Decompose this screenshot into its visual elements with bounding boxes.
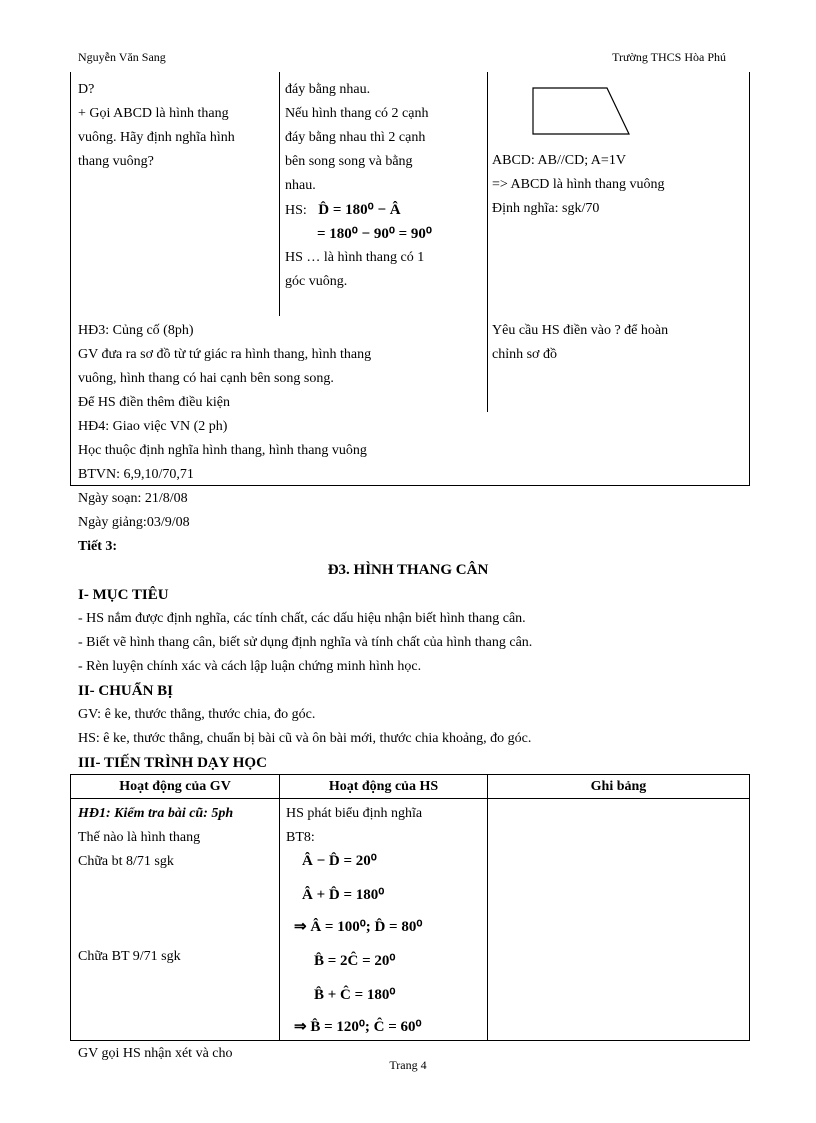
text-line: Định nghĩa: sgk/70 [492, 201, 600, 216]
page-title: Đ3. HÌNH THANG CÂN [327, 562, 489, 578]
gv-line: Chữa bt 8/71 sgk [78, 854, 174, 869]
text-line: + Gọi ABCD là hình thang [78, 106, 229, 121]
top-col3 [492, 149, 747, 221]
text-line: thang vuông? [78, 154, 154, 169]
text-line: Nếu hình thang có 2 cạnh [285, 106, 429, 121]
text-line: HĐ4: Giao việc VN (2 ph) [78, 419, 228, 434]
text-line: vuông, hình thang có hai cạnh bên song song. [78, 371, 334, 386]
text-line: GV đưa ra sơ đồ từ tứ giác ra hình thang, hình thang [78, 347, 372, 362]
text-line: bên song song và bằng [285, 154, 413, 169]
math-d-angle: D̂ = 180⁰ − Â [318, 202, 401, 218]
top-col2 [285, 78, 479, 294]
text-line: góc vuông. [285, 274, 348, 289]
section-1-title: I- MỤC TIÊU [78, 587, 169, 603]
math-line: B̂ + Ĉ = 180⁰ [314, 987, 396, 1003]
section-2-title: II- CHUẨN BỊ [78, 683, 174, 699]
board-cell [488, 799, 750, 1041]
math-line: ⇒ Â = 100⁰; D̂ = 80⁰ [294, 919, 423, 935]
top-table-divider-1 [279, 72, 280, 316]
text-line: vuông. Hãy định nghĩa hình [78, 130, 235, 145]
header-gv: Hoạt động của GV [71, 775, 280, 799]
sections [78, 583, 758, 775]
text-line: => ABCD là hình thang vuông [492, 177, 665, 192]
section-3-title: III- TIẾN TRÌNH DẠY HỌC [78, 755, 267, 771]
text-line: Yêu cầu HS điền vào ? để hoàn [492, 323, 669, 338]
top-col1 [78, 78, 274, 174]
math-line: Â − D̂ = 20⁰ [302, 853, 377, 869]
author-name: Nguyễn Văn Sang [78, 50, 166, 64]
text-line: D? [78, 82, 95, 97]
text-line: Học thuộc định nghĩa hình thang, hình thang vuông [78, 443, 367, 458]
lesson-number: Tiết 3: [78, 539, 118, 554]
text-line: đáy bằng nhau thì 2 cạnh [285, 130, 426, 145]
objective-item: - Biết vẽ hình thang cân, biết sử dụng định nghĩa và tính chất của hình thang cân. [78, 635, 533, 650]
hd1-title: HĐ1: Kiểm tra bài cũ: 5ph [78, 806, 234, 821]
date-taught: Ngày giảng:03/9/08 [78, 515, 190, 530]
page-number: Trang 4 [389, 1058, 427, 1072]
objective-item: - Rèn luyện chính xác và cách lập luận chứng minh hình học. [78, 659, 422, 674]
right-trapezoid-figure [525, 84, 635, 140]
text-line: HS … là hình thang có 1 [285, 250, 425, 265]
text-line: nhau. [285, 178, 316, 193]
hs-label: HS: [285, 203, 307, 218]
math-d-result: = 180⁰ − 90⁰ = 90⁰ [317, 226, 432, 242]
hd3-left [78, 319, 482, 487]
hs-cell [280, 799, 488, 1041]
hd3-right [492, 319, 744, 367]
top-table-left-border [70, 72, 71, 485]
lesson-info [78, 487, 190, 559]
school-name: Trường THCS Hòa Phú [612, 50, 726, 64]
gv-line: GV gọi HS nhận xét và cho [78, 1046, 233, 1061]
math-line: ⇒ B̂ = 120⁰; Ĉ = 60⁰ [294, 1019, 422, 1035]
date-prepared: Ngày soạn: 21/8/08 [78, 491, 188, 506]
top-table-divider-2 [487, 72, 488, 412]
preparation-item: GV: ê ke, thước thẳng, thước chia, đo góc. [78, 707, 316, 722]
hs-line: HS phát biểu định nghĩa [286, 806, 423, 821]
trapezoid-shape [533, 88, 629, 134]
text-line: đáy bằng nhau. [285, 82, 371, 97]
preparation-item: HS: ê ke, thước thẳng, chuẩn bị bài cũ và ôn bài mới, thước chia khoảng, đo góc. [78, 731, 532, 746]
math-line: Â + D̂ = 180⁰ [302, 887, 385, 903]
text-line: chỉnh sơ đồ [492, 347, 557, 362]
header-board: Ghi bảng [488, 775, 750, 799]
text-line: ABCD: AB//CD; A=1V [492, 153, 626, 168]
text-line: BTVN: 6,9,10/70,71 [78, 467, 194, 482]
header-hs: Hoạt động của HS [280, 775, 488, 799]
gv-cell [71, 799, 280, 1061]
text-line: HĐ3: Củng cố (8ph) [78, 323, 194, 338]
math-line: B̂ = 2Ĉ = 20⁰ [314, 953, 396, 969]
top-table-right-border [749, 72, 750, 485]
gv-line: Chữa BT 9/71 sgk [78, 949, 181, 964]
objective-item: - HS nắm được định nghĩa, các tính chất, các dấu hiệu nhận biết hình thang cân. [78, 611, 526, 626]
gv-line: Thế nào là hình thang [78, 830, 201, 845]
activities-table [70, 774, 750, 1061]
hs-line: BT8: [286, 830, 315, 845]
text-line: Để HS điền thêm điều kiện [78, 395, 231, 410]
